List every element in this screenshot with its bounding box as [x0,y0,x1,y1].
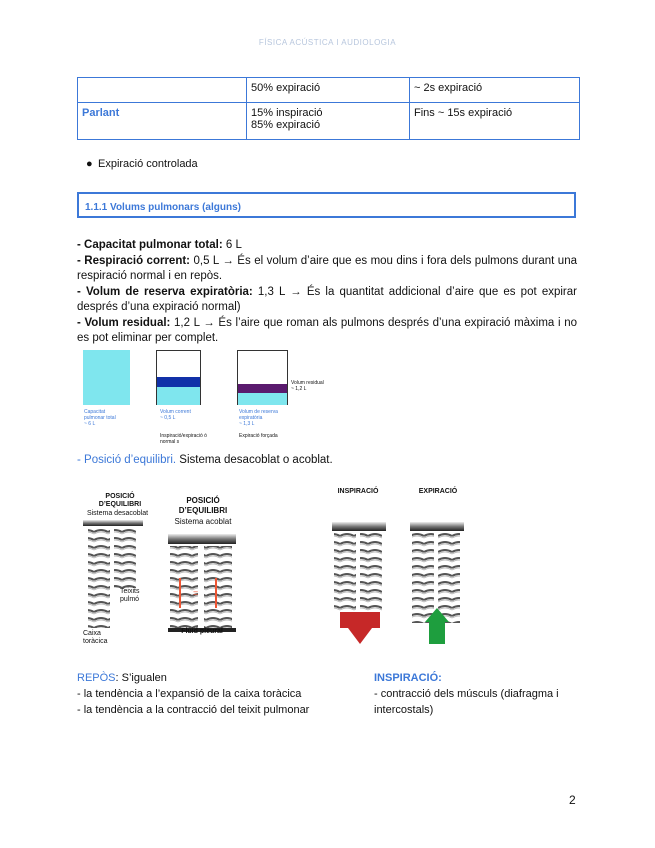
equilibrium-label: - Posició d’equilibri. [77,454,177,466]
repos-block [77,670,309,718]
spring-figure-right [326,484,476,649]
diagram-caption: Volum corrent ~ 0,5 L [160,409,191,421]
lung-volume-diagrams [77,347,337,447]
volume-label: - Capacitat pulmonar total: [77,239,223,251]
repos-title: REPÒS [77,672,116,684]
volumes-paragraph [77,238,577,347]
breathing-table [77,77,580,140]
spring-caption: Caixa toràcica [83,630,108,645]
volume-text: 1,2 L → És l’aire que roman als pulmons després d’una expiració màxima i no es pot eliminar per complet. [77,316,577,344]
inspiracio-line: - contracció dels músculs (diafragma i [374,688,559,700]
spring-figure-left [80,488,265,650]
inspiration-label: INSPIRACIÓ [337,488,379,495]
diagram-caption: Volum de reserva expiratòria ~ 1,3 L [239,409,278,427]
repos-title-rest: : S’igualen [115,672,167,684]
spring-caption: Fluid pleural [181,628,223,635]
volume-label: - Volum de reserva expiratòria: [77,285,253,298]
spring-caption: Teixits pulmó [120,588,140,603]
spring-caption: Sistema acoblat [174,517,232,526]
svg-text:=: = [193,588,199,598]
inspiracio-block [374,670,584,718]
volume-label: - Volum residual: [77,316,171,329]
repos-line: - la tendència a l’expansió de la caixa toràcica [77,688,302,700]
diagram-caption: Expiració forçada [239,433,278,439]
table-row [78,103,580,140]
table-cell [247,103,410,140]
volume-text: 6 L [222,239,242,251]
cell-line: 15% inspiració [251,107,323,119]
equilibrium-line [77,454,333,466]
table-row [78,78,580,103]
volume-line [77,238,577,254]
table-cell [78,78,247,103]
section-heading: 1.1.1 Volums pulmonars (alguns) [77,192,576,218]
diagram-caption: Volum residual ~ 1,2 L [291,380,324,392]
tidal-volume-box [156,350,201,405]
cell-line: 85% expiració [251,119,321,131]
page-header: FÍSICA ACÚSTICA I AUDIOLOGIA [258,38,397,47]
page-number: 2 [569,793,576,807]
spring-caption: Sistema desacoblat [86,510,149,517]
repos-line: - la tendència a la contracció del teixit pulmonar [77,704,310,716]
inspiracio-line: intercostals) [374,704,434,716]
volume-line [77,285,577,316]
table-cell: Parlant [78,103,247,140]
bullet-text: Expiració controlada [98,158,198,170]
spring-caption: POSICIÓ D’EQUILIBRI [98,493,142,508]
inspiracio-title: INSPIRACIÓ: [374,672,442,684]
total-capacity-box [83,350,130,405]
volume-text: 0,5 L → És el volum d’aire que es mou dins i fora dels pulmons durant una respiració normal i en repòs. [77,254,577,282]
bullet-item [86,158,198,170]
volume-line [77,254,577,285]
volume-line [77,316,577,347]
diagram-caption: Inspiració/expiració ó normal s [160,433,207,445]
diagram-caption: Capacitat pulmonar total ~ 6 L [84,409,116,427]
expiration-label: EXPIRACIÓ [418,488,458,495]
spring-caption: POSICIÓ D’EQUILIBRI [178,496,228,515]
reserve-volume-box [237,350,288,405]
bullet-icon: ● [86,158,93,170]
table-cell: Fins ~ 15s expiració [410,103,580,140]
springs-illustration [326,484,476,649]
table-cell: ~ 2s expiració [410,78,580,103]
equilibrium-text: Sistema desacoblat o acoblat. [176,454,333,466]
volume-label: - Respiració corrent: [77,254,191,267]
table-cell: 50% expiració [247,78,410,103]
volume-text: 1,3 L → És la quantitat addicional d’aire que es pot expirar després d’una expiració normal) [77,285,577,313]
